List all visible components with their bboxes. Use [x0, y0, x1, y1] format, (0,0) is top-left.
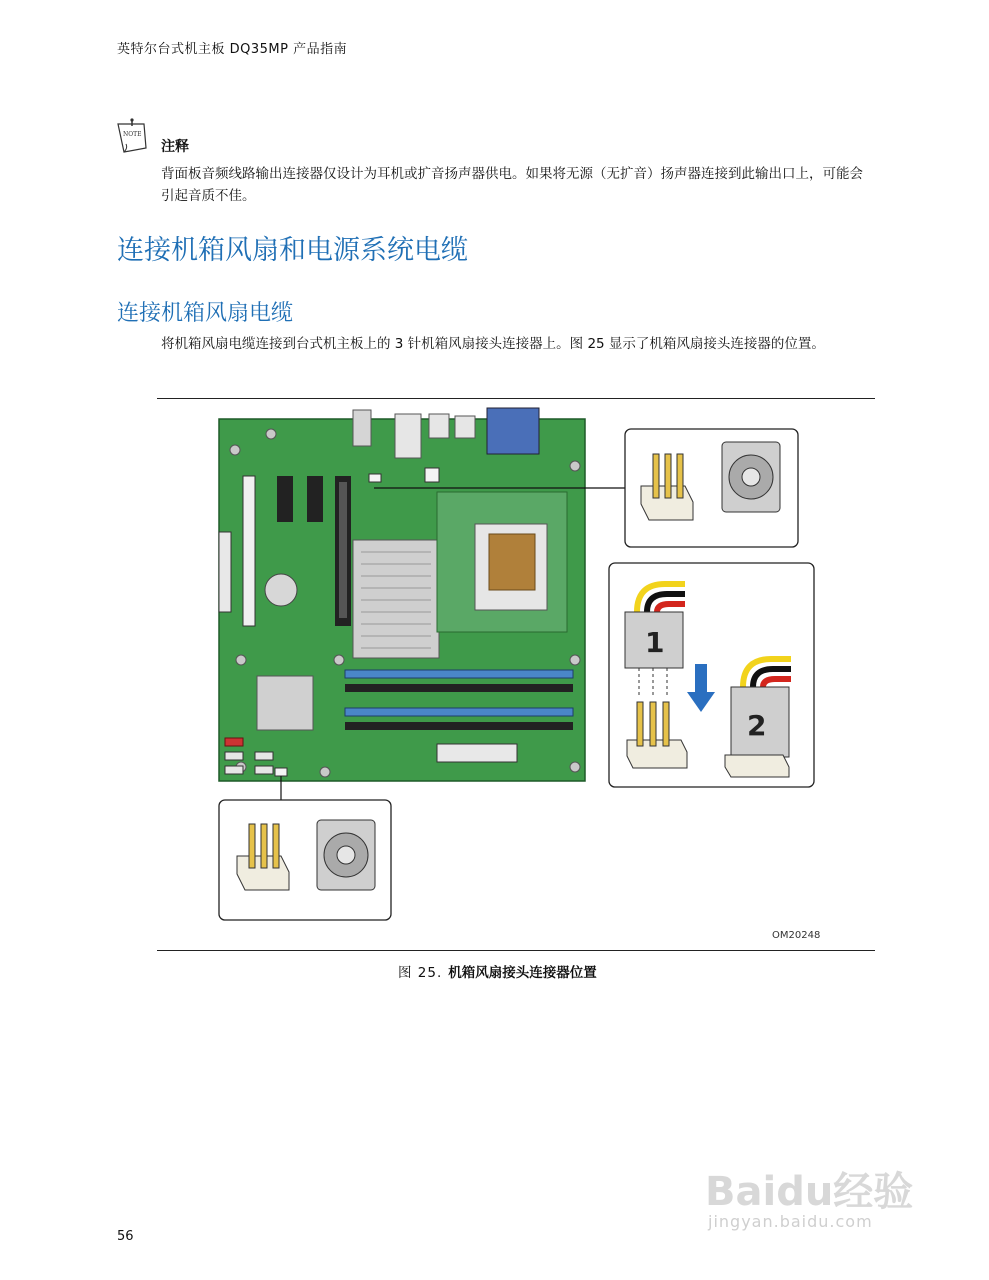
- callout-1: 1: [645, 626, 665, 659]
- watermark-logo: Baidu经验: [705, 1169, 914, 1215]
- callout-2: 2: [747, 709, 767, 742]
- body-paragraph: 将机箱风扇电缆连接到台式机主板上的 3 针机箱风扇接头连接器上。图 25 显示了机箱风扇接头连接器的位置。: [161, 336, 825, 352]
- svg-text:NOTE: NOTE: [123, 131, 142, 138]
- watermark-url: jingyan.baidu.com: [708, 1212, 873, 1231]
- figure-caption-text: 机箱风扇接头连接器位置: [448, 965, 597, 981]
- figure-caption: [398, 961, 597, 981]
- figure-bottom-rule: [157, 950, 875, 951]
- note-text: 背面板音频线路输出连接器仅设计为耳机或扩音扬声器供电。如果将无源（无扩音）扬声器连接到此输出口上，可能会引起音质不佳。: [161, 166, 863, 204]
- running-header: 英特尔台式机主板 DQ35MP 产品指南: [117, 42, 348, 57]
- figure-id-label: OM20248: [772, 930, 821, 941]
- figure-top-rule: [157, 398, 875, 399]
- subsection-title: 连接机箱风扇电缆: [117, 301, 294, 326]
- section-title: 连接机箱风扇和电源系统电缆: [117, 235, 468, 266]
- figure-caption-number: 图 25.: [398, 965, 443, 981]
- note-icon: [114, 118, 150, 156]
- page-number: 56: [117, 1229, 134, 1244]
- motherboard-figure: [157, 402, 875, 948]
- note-label: 注释: [161, 139, 189, 155]
